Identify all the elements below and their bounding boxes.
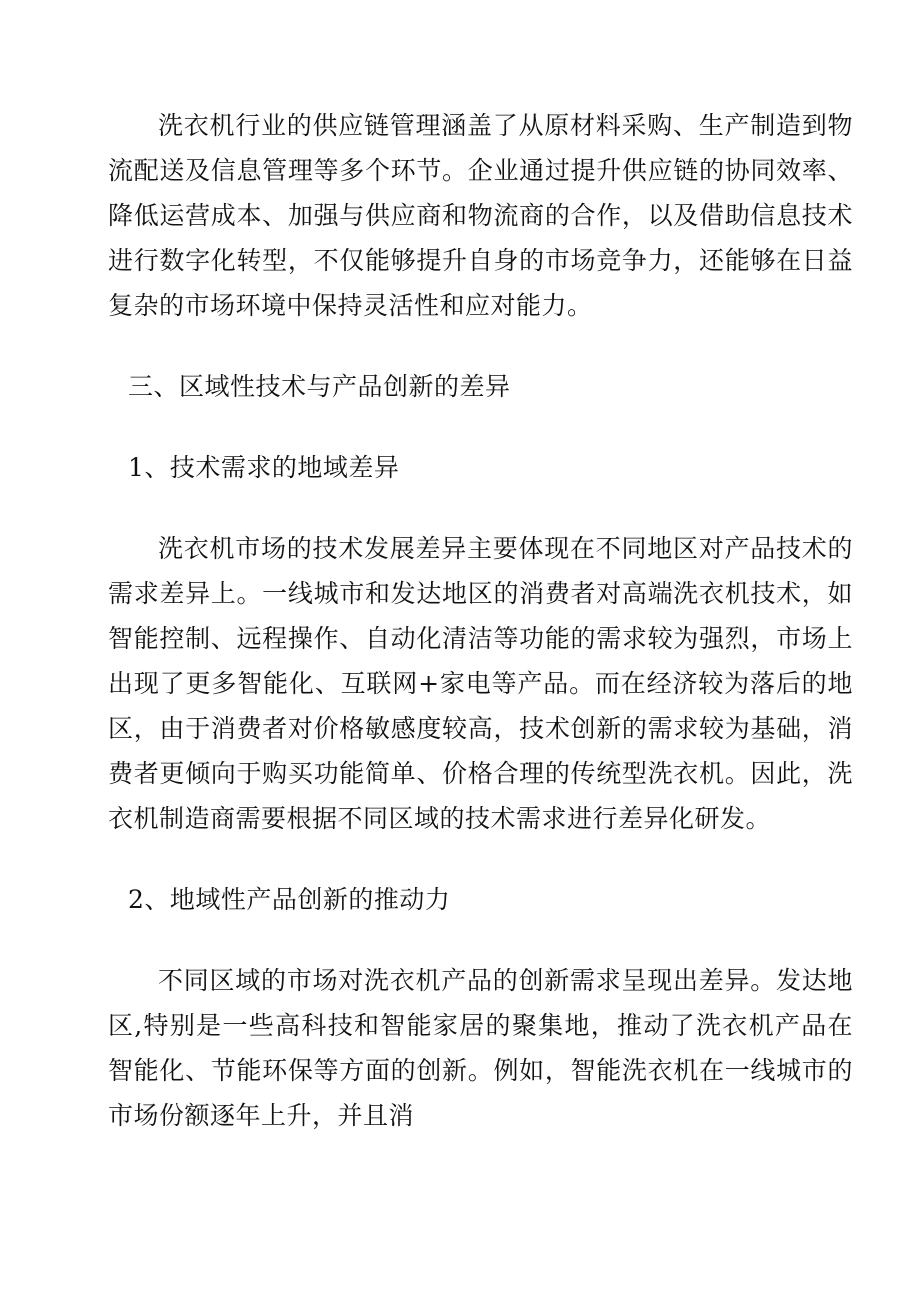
paragraph-product-innovation: 不同区域的市场对洗衣机产品的创新需求呈现出差异。发达地区,特别是一些高科技和智能家居的聚集地，推动了洗衣机产品在智能化、节能环保等方面的创新。例如，智能洗衣机在一线城市的市场份额逐年上升，并且消 bbox=[108, 966, 853, 1130]
document-body bbox=[108, 103, 853, 1138]
paragraph-tech-demand: 洗衣机市场的技术发展差异主要体现在不同地区对产品技术的需求差异上。一线城市和发达地区的消费者对高端洗衣机技术，如智能控制、远程操作、自动化清洁等功能的需求较为强烈，市场上出现了更多智能化、互联网+家电等产品。而在经济较为落后的地区，由于消费者对价格敏感度较高，技术创新的需求较为基础，消费者更倾向于购买功能简单、价格合理的传统型洗衣机。因此，洗衣机制造商需要根据不同区域的技术需求进行差异化研发。 bbox=[108, 534, 853, 833]
paragraph-supply-chain: 洗衣机行业的供应链管理涵盖了从原材料采购、生产制造到物流配送及信息管理等多个环节。企业通过提升供应链的协同效率、降低运营成本、加强与供应商和物流商的合作，以及借助信息技术进行数字化转型，不仅能够提升自身的市场竞争力，还能够在日益复杂的市场环境中保持灵活性和应对能力。 bbox=[108, 111, 853, 320]
subheading-tech-demand: 1、技术需求的地域差异 bbox=[128, 453, 400, 482]
section-heading: 三、区域性技术与产品创新的差异 bbox=[128, 372, 511, 401]
subheading-product-innovation: 2、地域性产品创新的推动力 bbox=[128, 885, 451, 914]
